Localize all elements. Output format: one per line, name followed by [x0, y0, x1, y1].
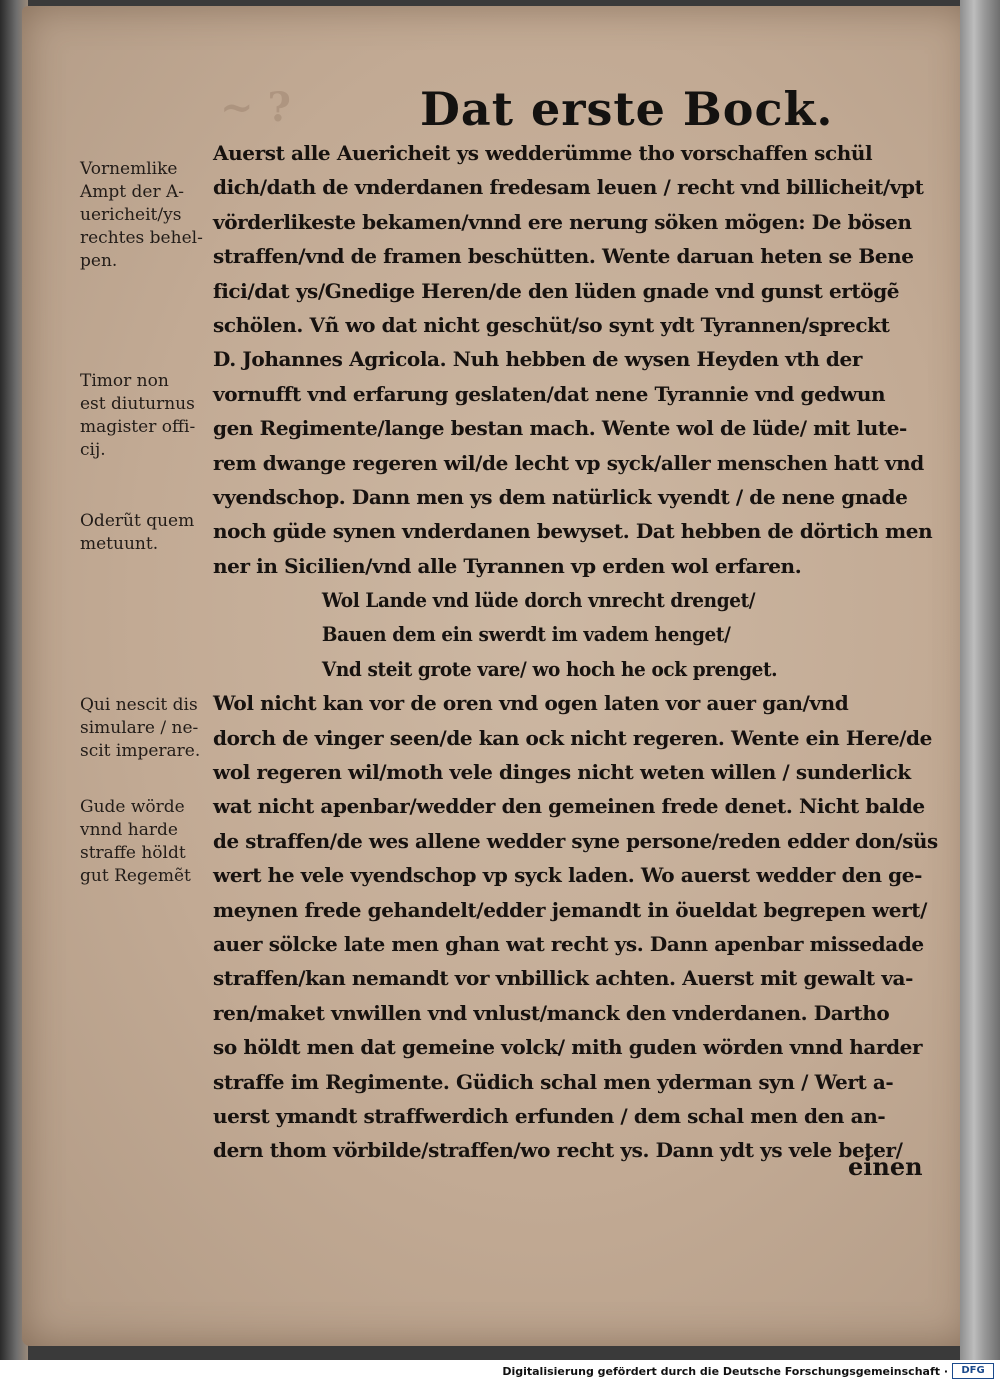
text-line: ner in Sicilien/vnd alle Tyrannen vp erden wol erfaren. [213, 553, 802, 578]
text-line: uerst ymandt straffwerdich erfunden / dem schal men den an- [213, 1103, 886, 1128]
margin-note-2: Timor non est diuturnus magister offi- cij. [80, 371, 196, 460]
text-line: dern thom vörbilde/straffen/wo recht ys. Dann ydt ys vele beter/ [213, 1138, 903, 1163]
text-line: auer sölcke late men ghan wat recht ys. Dann apenbar missedade [213, 931, 924, 956]
digitization-credit: Digitalisierung gefördert durch die Deutsche Forschungsgemeinschaft · [502, 1365, 948, 1378]
margin-note-5: Gude wörde vnnd harde straffe höldt gut Regemẽt [80, 797, 191, 886]
verse-line: Vnd steit grote vare/ wo hoch he ock prenget. [321, 656, 778, 681]
text-line: wol regeren wil/moth vele dinges nicht weten willen / sunderlick [213, 760, 911, 785]
margin-note-4: Qui nescit dis simulare / ne- scit imperare. [80, 695, 201, 761]
main-text-block [213, 136, 938, 1168]
text-line: dich/dath de vnderdanen fredesam leuen / recht vnd billicheit/vpt [213, 175, 924, 200]
text-line: gen Regimente/lange bestan mach. Wente wol de lüde/ mit lute- [213, 416, 907, 441]
text-line: de straffen/de wes allene wedder syne persone/reden edder don/süs [213, 828, 938, 853]
text-line: rem dwange regeren wil/de lecht vp syck/aller menschen hatt vnd [213, 450, 924, 475]
text-line: straffe im Regimente. Güdich schal men yderman syn / Wert a- [213, 1069, 894, 1094]
text-line: fici/dat ys/Gnedige Heren/de den lüden gnade vnd gunst ertögẽ [213, 278, 900, 303]
text-line: straffen/kan nemandt vor vnbillick achten. Auerst mit gewalt va- [213, 966, 914, 991]
margin-note-3: Oderũt quem metuunt. [80, 511, 195, 554]
text-line: dorch de vinger seen/de kan ock nicht regeren. Wente ein Here/de [213, 725, 932, 750]
verse-line: Bauen dem ein swerdt im vadem henget/ [321, 622, 731, 647]
catchword: einen [848, 1152, 923, 1181]
text-line: so höldt men dat gemeine volck/ mith guden wörden vnnd harder [213, 1035, 923, 1060]
text-line: schölen. Vñ wo dat nicht geschüt/so synt ydt Tyrannen/spreckt [213, 312, 890, 337]
text-line: noch güde synen vnderdanen bewyset. Dat hebben de dörtich men [213, 519, 933, 544]
bleed-through-mark: ~ ? [220, 84, 291, 131]
verse-line: Wol Lande vnd lüde dorch vnrecht drenget/ [321, 588, 756, 613]
margin-note-1: Vornemlike Ampt der A- uericheit/ys rechtes behel- pen. [80, 159, 203, 271]
text-line: straffen/vnd de framen beschütten. Wente daruan heten se Bene [213, 244, 914, 269]
text-line: vornufft vnd erfarung geslaten/dat nene Tyrannie vnd gedwun [213, 381, 886, 406]
text-line: wat nicht apenbar/wedder den gemeinen frede denet. Nicht balde [213, 794, 925, 819]
text-line: D. Johannes Agricola. Nuh hebben de wysen Heyden vth der [213, 347, 862, 372]
text-line: Wol nicht kan vor de oren vnd ogen laten vor auer gan/vnd [213, 691, 849, 716]
text-line: meynen frede gehandelt/edder jemandt in öueldat begrepen wert/ [213, 897, 927, 922]
page-edges [960, 0, 1000, 1360]
dfg-logo-icon: DFG [952, 1363, 994, 1379]
text-line: Auerst alle Auericheit ys wedderümme tho vorschaffen schül [213, 141, 873, 165]
text-line: wert he vele vyendschop vp syck laden. Wo auerst wedder den ge- [213, 863, 922, 888]
text-line: ren/maket vnwillen vnd vnlust/manck den vnderdanen. Dartho [213, 1000, 890, 1025]
running-header: Dat erste Bock. [420, 82, 834, 136]
text-line: vörderlikeste bekamen/vnnd ere nerung söken mögen: De bösen [213, 209, 912, 234]
text-line: vyendschop. Dann men ys dem natürlick vyendt / de nene gnade [213, 484, 908, 509]
